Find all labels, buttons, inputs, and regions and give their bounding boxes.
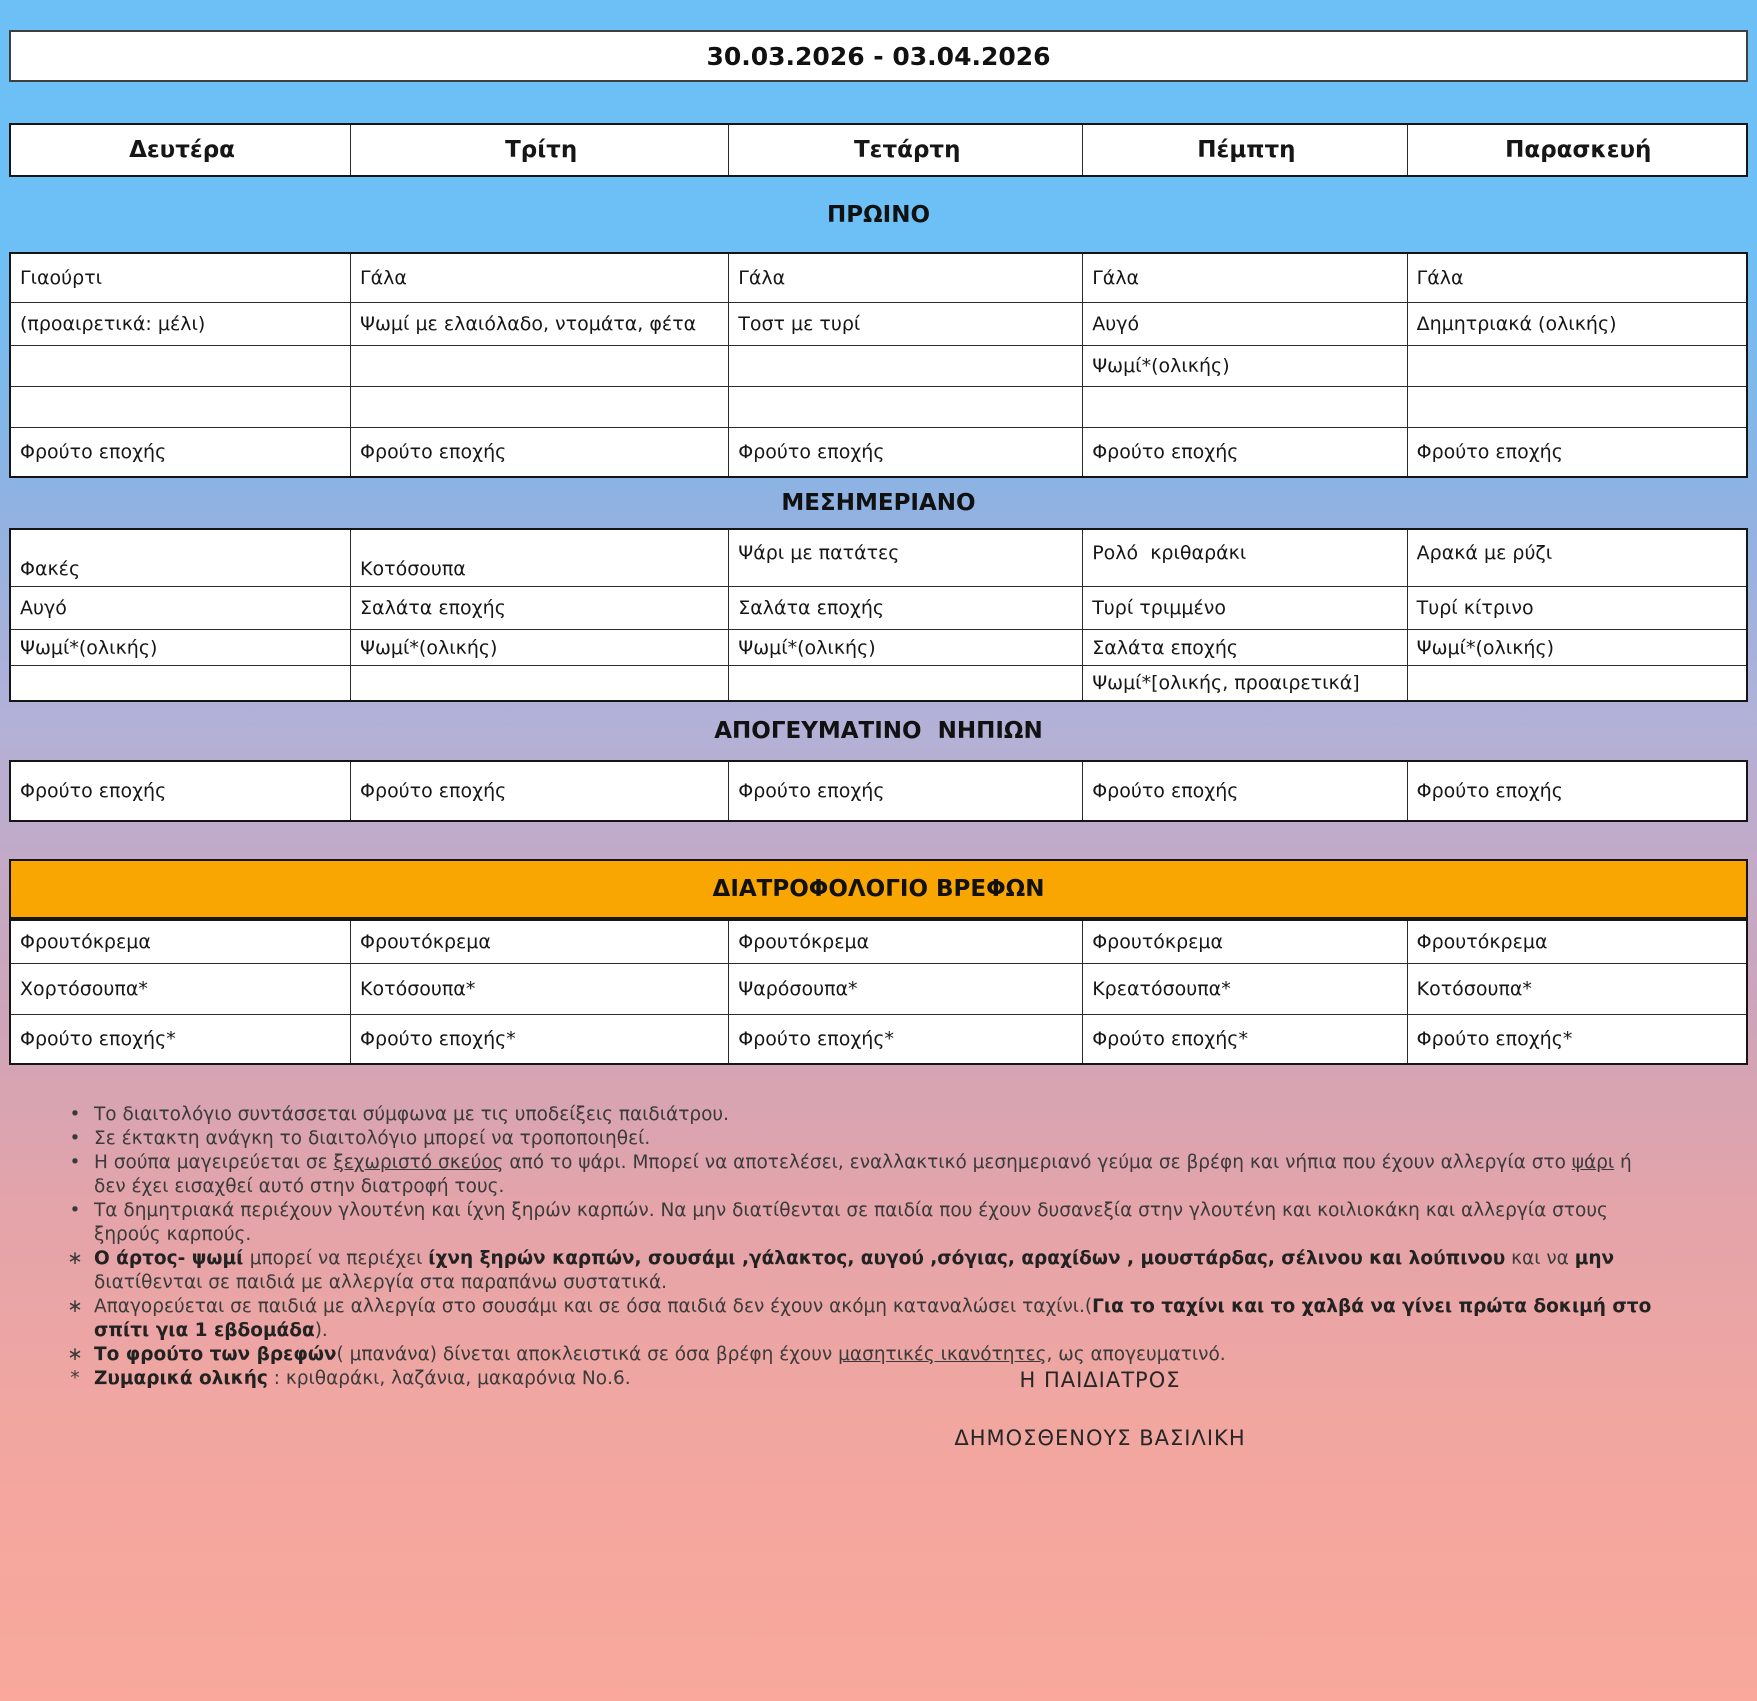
menu-cell: Φρούτο εποχής* (11, 1015, 351, 1063)
menu-cell (729, 387, 1083, 427)
menu-cell: Γάλα (729, 254, 1083, 302)
menu-cell: Δημητριακά (ολικής) (1416, 313, 1617, 335)
note-item (56, 1247, 1718, 1295)
infant-menu-table (9, 919, 1748, 1065)
menu-cell: Ψωμί*(ολικής) (1416, 636, 1555, 659)
menu-cell: Φρούτο εποχής (1416, 780, 1563, 802)
menu-cell: Φρουτόκρεμα (11, 921, 351, 963)
menu-cell (729, 666, 1083, 700)
table-row (11, 921, 1746, 964)
menu-cell: Φρούτο εποχής (11, 762, 351, 820)
note-bullet: ∗ (67, 1344, 83, 1365)
menu-cell: Ψαρόσουπα* (729, 964, 1083, 1014)
menu-cell (11, 666, 351, 700)
menu-cell: Γάλα (1083, 254, 1407, 302)
menu-cell: Ψωμί*(ολικής) (351, 630, 729, 665)
table-row (11, 762, 1746, 820)
menu-cell: Φρούτο εποχής (1416, 441, 1563, 463)
menu-cell: Φακές (11, 530, 351, 586)
section-title-afternoon: ΑΠΟΓΕΥΜΑΤΙΝΟ ΝΗΠΙΩΝ (714, 718, 1043, 744)
menu-cell: Τοστ με τυρί (729, 303, 1083, 345)
menu-cell (1408, 387, 1746, 427)
menu-cell: Φρουτόκρεμα (351, 921, 729, 963)
note-item (56, 1151, 1718, 1199)
note-text: Ζυμαρικά ολικής : κριθαράκι, λαζάνια, μακαρόνια Νο.6. (94, 1368, 631, 1389)
infants-banner-text: ΔΙΑΤΡΟΦΟΛΟΓΙΟ ΒΡΕΦΩΝ (712, 876, 1045, 902)
menu-cell (1408, 346, 1746, 386)
note-text: Το φρούτο των βρεφών( μπανάνα) δίνεται αποκλειστικά σε όσα βρέφη έχουν μασητικές ικανότητες, ως απογευματινό. (94, 1344, 1226, 1365)
menu-cell: Τυρί κίτρινο (1416, 597, 1534, 619)
weekday-header-cell: Δευτέρα (11, 125, 351, 175)
menu-cell: Φρούτο εποχής (11, 428, 351, 476)
note-item (56, 1295, 1718, 1343)
date-range-banner (9, 30, 1748, 82)
signature-title: Η ΠΑΙΔΙΑΤΡΟΣ (1019, 1368, 1181, 1392)
menu-cell: Σαλάτα εποχής (351, 587, 729, 629)
note-bullet: ∗ (67, 1296, 83, 1317)
menu-cell: Κοτόσουπα (351, 530, 729, 586)
menu-cell: Χορτόσουπα* (11, 964, 351, 1014)
note-bullet: • (69, 1152, 81, 1173)
menu-cell: Κοτόσουπα* (1416, 978, 1532, 1000)
breakfast-table (9, 252, 1748, 478)
table-row (11, 428, 1746, 476)
menu-cell: Ψωμί*(ολικής) (729, 630, 1083, 665)
menu-cell (11, 387, 351, 427)
table-row (11, 1015, 1746, 1063)
footnotes-list (9, 1065, 1748, 1391)
weekday-header-cell: Πέμπτη (1083, 125, 1407, 175)
menu-cell: Φρούτο εποχής (1083, 762, 1407, 820)
menu-cell: Κρεατόσουπα* (1083, 964, 1407, 1014)
menu-cell: Φρούτο εποχής (351, 762, 729, 820)
menu-cell: Αυγό (11, 587, 351, 629)
signature-block (870, 1368, 1330, 1450)
date-range-text: 30.03.2026 - 03.04.2026 (706, 41, 1051, 71)
table-row (11, 346, 1746, 387)
spacer (9, 822, 1748, 859)
menu-cell: Φρούτο εποχής (729, 428, 1083, 476)
menu-cell: Ψάρι με πατάτες (729, 530, 1083, 586)
menu-cell: Ψωμί με ελαιόλαδο, ντομάτα, φέτα (351, 303, 729, 345)
menu-cell: Ρολό κριθαράκι (1083, 530, 1407, 586)
menu-cell: Σαλάτα εποχής (729, 587, 1083, 629)
note-text: Απαγορεύεται σε παιδιά με αλλεργία στο σουσάμι και σε όσα παιδιά δεν έχουν ακόμη καταναλώσει ταχίνι.(Για το ταχίνι και το χαλβά να γίνει πρώτα δοκιμή στο σπίτι για 1 εβδομάδα). (94, 1296, 1652, 1341)
table-row (11, 303, 1746, 346)
note-text: Ο άρτος- ψωμί μπορεί να περιέχει ίχνη ξηρών καρπών, σουσάμι ,γάλακτος, αυγού ,σόγιας, αραχίδων , μουστάρδας, σέλινου και λούπινου και να μην διατίθενται σε παιδιά με αλλεργία στα παραπάνω συστατικά. (94, 1248, 1615, 1293)
menu-cell: Γάλα (351, 254, 729, 302)
menu-cell: Φρουτόκρεμα (1083, 921, 1407, 963)
weekday-header-cell: Τετάρτη (729, 125, 1083, 175)
note-bullet: • (69, 1104, 81, 1125)
note-text: Η σούπα μαγειρεύεται σε ξεχωριστό σκεύος από το ψάρι. Μπορεί να αποτελέσει, εναλλακτικό μεσημεριανό γεύμα σε βρέφη και νήπια που έχουν αλλεργία στο ψάρι ή δεν έχει εισαχθεί αυτό στην διατροφή τους. (94, 1152, 1632, 1197)
note-bullet: ∗ (67, 1248, 83, 1269)
table-row (11, 530, 1746, 587)
note-bullet: * (70, 1368, 80, 1389)
note-item (56, 1199, 1718, 1247)
afternoon-snack-table (9, 760, 1748, 822)
table-row (11, 254, 1746, 303)
note-text: Τα δημητριακά περιέχουν γλουτένη και ίχνη ξηρών καρπών. Να μην διατίθενται σε παιδία που έχουν δυσανεξία στην γλουτένη και κοιλιοκάκη και αλλεργία στους ξηρούς καρπούς. (94, 1200, 1608, 1245)
menu-cell: Αυγό (1083, 303, 1407, 345)
note-bullet: • (69, 1200, 81, 1221)
section-title-infants (9, 859, 1748, 919)
menu-cell: Κοτόσουπα* (351, 964, 729, 1014)
menu-cell (351, 387, 729, 427)
menu-cell: Φρούτο εποχής (1083, 428, 1407, 476)
section-title-breakfast: ΠΡΩΙΝΟ (826, 201, 931, 228)
menu-cell: Φρούτο εποχής (729, 762, 1083, 820)
menu-cell: Φρούτο εποχής (351, 428, 729, 476)
table-row (11, 387, 1746, 428)
note-item (56, 1127, 1718, 1151)
menu-cell: Σαλάτα εποχής (1083, 630, 1407, 665)
menu-cell (11, 346, 351, 386)
menu-cell: Φρούτο εποχής* (1083, 1015, 1407, 1063)
menu-cell: Γιαούρτι (11, 254, 351, 302)
signature-name: ΔΗΜΟΣΘΕΝΟΥΣ ΒΑΣΙΛΙΚΗ (954, 1426, 1246, 1450)
weekday-header-cell: Παρασκευή (1505, 137, 1652, 163)
weekday-header-table (9, 123, 1748, 177)
note-text: Σε έκτακτη ανάγκη το διαιτολόγιο μπορεί να τροποποιηθεί. (94, 1128, 651, 1149)
table-row (11, 964, 1746, 1015)
weekday-header-cell: Τρίτη (351, 125, 729, 175)
menu-cell: Αρακά με ρύζι (1416, 542, 1553, 564)
menu-cell (351, 346, 729, 386)
spacer (9, 82, 1748, 123)
menu-cell: Φρούτο εποχής* (1416, 1028, 1573, 1050)
note-item (56, 1343, 1718, 1367)
menu-cell: Φρουτόκρεμα (729, 921, 1083, 963)
menu-cell: Φρούτο εποχής* (351, 1015, 729, 1063)
menu-cell: Ψωμί*(ολικής) (11, 630, 351, 665)
menu-cell: Γάλα (1416, 267, 1464, 289)
menu-cell (729, 346, 1083, 386)
weekday-header-row (11, 125, 1746, 175)
note-item (56, 1103, 1718, 1127)
menu-cell: Φρουτόκρεμα (1416, 931, 1548, 953)
note-bullet: • (69, 1128, 81, 1149)
menu-cell (351, 666, 729, 700)
menu-cell: (προαιρετικά: μέλι) (11, 303, 351, 345)
table-row (11, 666, 1746, 700)
table-row (11, 587, 1746, 630)
menu-cell: Ψωμί*(ολικής) (1083, 346, 1407, 386)
menu-cell: Ψωμί*[ολικής, προαιρετικά] (1083, 666, 1407, 700)
lunch-table (9, 528, 1748, 702)
table-row (11, 630, 1746, 666)
menu-cell: Φρούτο εποχής* (729, 1015, 1083, 1063)
note-text: Το διαιτολόγιο συντάσσεται σύμφωνα με τις υποδείξεις παιδιάτρου. (94, 1104, 729, 1125)
section-title-lunch: ΜΕΣΗΜΕΡΙΑΝΟ (781, 490, 976, 516)
menu-cell: Τυρί τριμμένο (1083, 587, 1407, 629)
menu-cell (1083, 387, 1407, 427)
menu-cell (1408, 666, 1746, 700)
